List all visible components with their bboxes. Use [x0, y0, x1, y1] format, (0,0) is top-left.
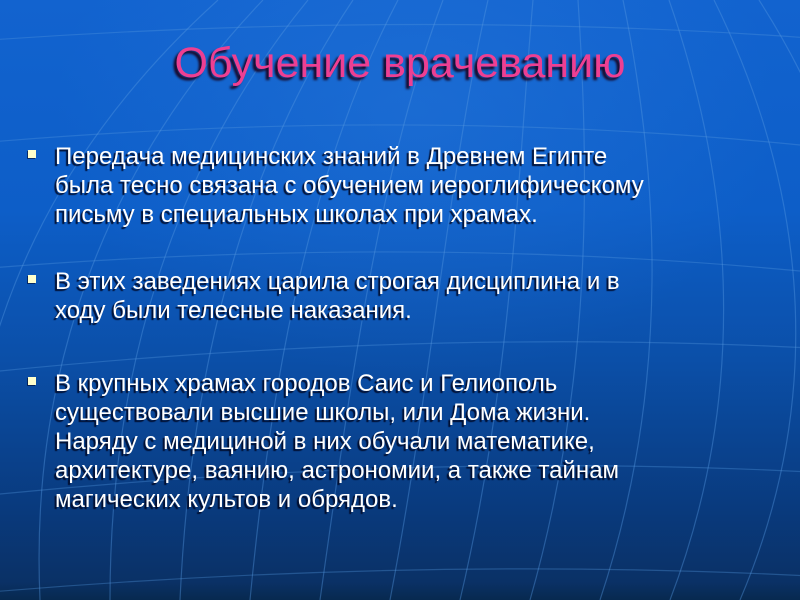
bullet-item: [28, 267, 648, 325]
bullet-text: Передача медицинских знаний в Древнем Египте была тесно связана с обучением иероглифическому письму в специальных школах при храмах.: [55, 143, 644, 228]
bullet-square-icon: [28, 275, 36, 283]
bullet-list: [28, 142, 648, 514]
slide-title: Обучение врачеванию: [174, 39, 626, 87]
bullet-square-icon: [28, 150, 36, 158]
bullet-text: В этих заведениях царила строгая дисциплина и в ходу были телесные наказания.: [55, 268, 620, 324]
bullet-item: [28, 142, 648, 229]
bullet-item: [28, 369, 648, 514]
bullet-text: В крупных храмах городов Саис и Гелиополь существовали высшие школы, или Дома жизни. Наряду с медициной в них обучали математике, архитектуре, ваянию, астрономии, а также тайнам магических культов и обрядов.: [55, 370, 620, 513]
bullet-square-icon: [28, 377, 36, 385]
